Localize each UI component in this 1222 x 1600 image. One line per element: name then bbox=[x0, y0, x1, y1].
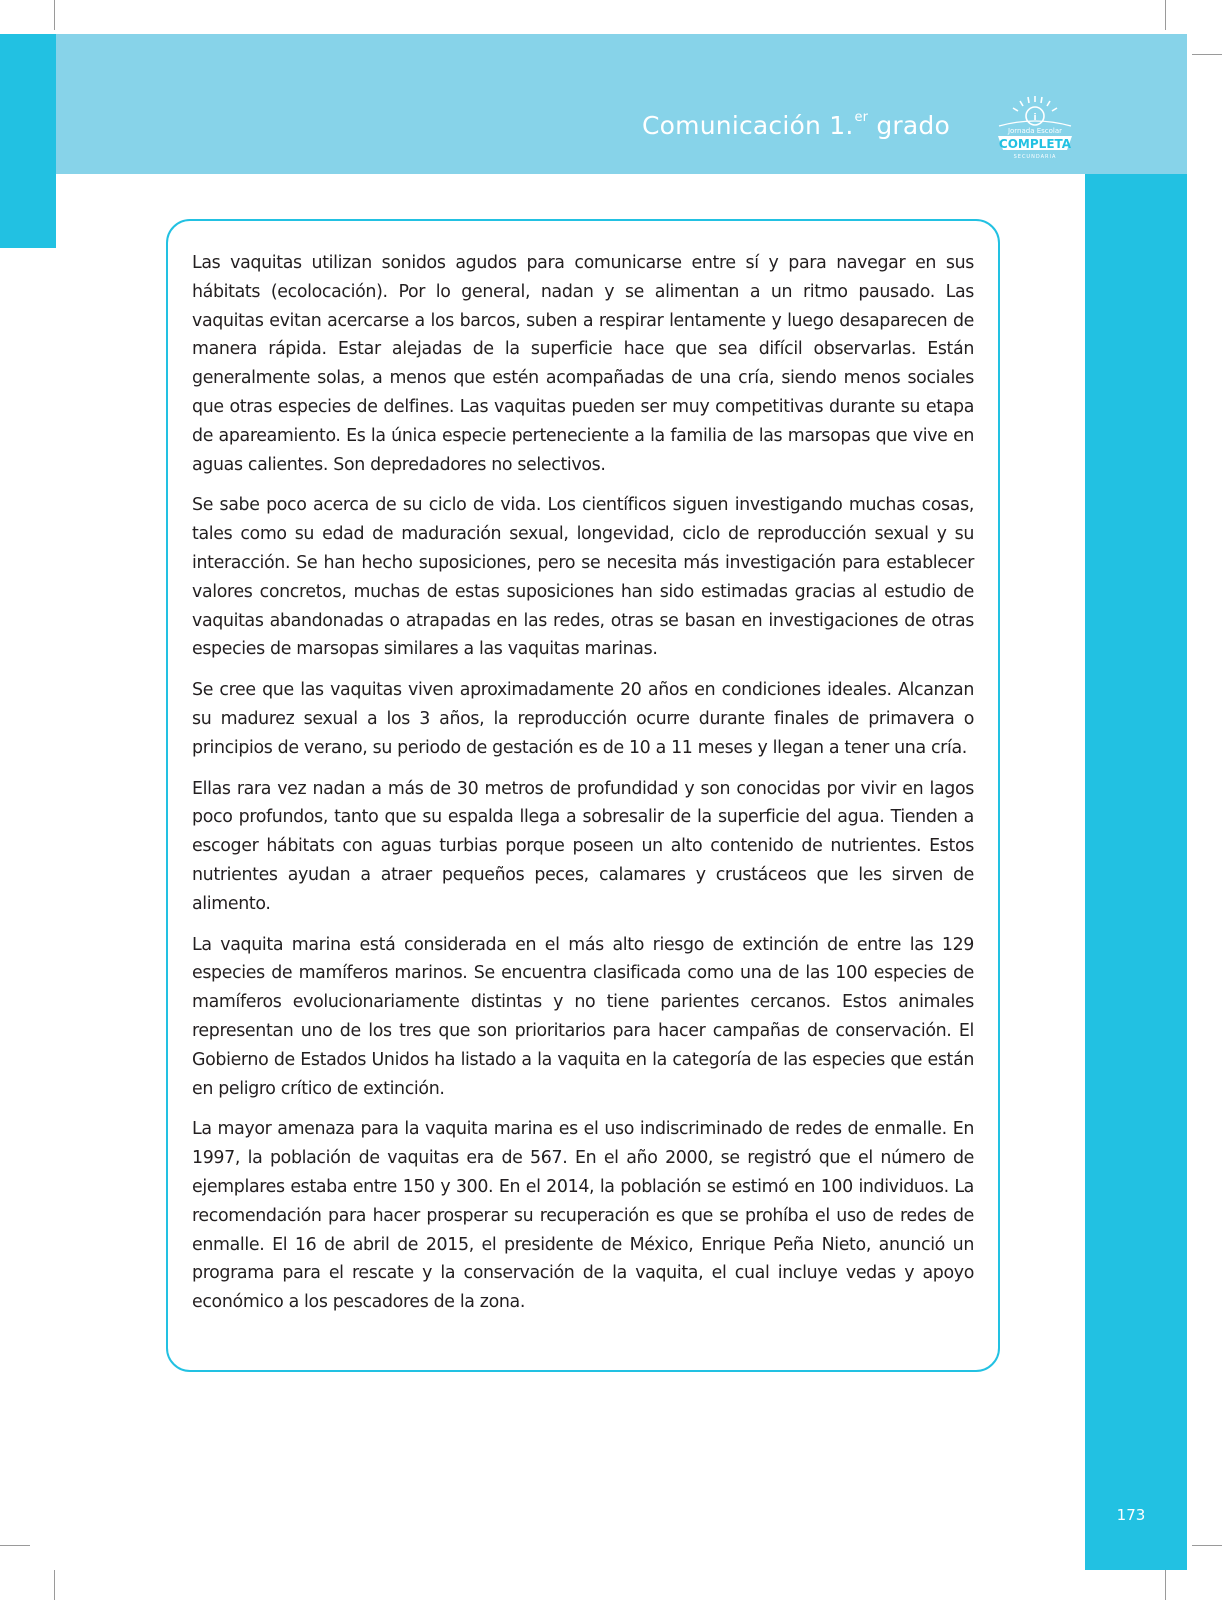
logo-line2: COMPLETA bbox=[998, 137, 1072, 151]
content-box bbox=[166, 219, 1000, 1372]
title-suffix: grado bbox=[868, 111, 950, 140]
crop-mark bbox=[1165, 1570, 1166, 1600]
title-superscript: er bbox=[854, 110, 869, 125]
paragraph: La mayor amenaza para la vaquita marina es el uso indiscriminado de redes de enmalle. En 1997, la población de vaquitas era de 567. En el año 2000, se registró que el número de ejemplares estaba entre 150 y 300. En el 2014, la población se estimó en 100 individuos. La recomendación para hacer prosperar su recuperación es que se prohíba el uso de redes de enmalle. El 16 de abril de 2015, el presidente de México, Enrique Peña Nieto, anunció un programa para el rescate y la conservación de la vaquita, el cual incluye vedas y apoyo económico a los pescadores de la zona. bbox=[192, 1119, 974, 1313]
crop-mark bbox=[1165, 0, 1166, 30]
logo-line3: SECUNDARIA bbox=[1013, 154, 1057, 160]
left-color-tab bbox=[0, 34, 56, 248]
paragraph: Se sabe poco acerca de su ciclo de vida. Los científicos siguen investigando muchas cosas, tales como su edad de maduración sexual, longevidad, ciclo de reproducción sexual y su interacción. Se han hecho suposiciones, pero se necesita más investigación para establecer valores concretos, muchas de estas suposiciones han sido estimadas gracias al estudio de vaquitas abandonadas o atrapadas en las redes, otras se basan en investigaciones de otras especies de marsopas similares a las vaquitas marinas. bbox=[192, 495, 974, 660]
crop-mark bbox=[54, 0, 55, 30]
logo-line1: Jornada Escolar bbox=[1007, 127, 1063, 135]
crop-mark bbox=[1192, 54, 1222, 55]
jornada-escolar-logo bbox=[993, 94, 1077, 164]
paragraph: La vaquita marina está considerada en el más alto riesgo de extinción de entre las 129 especies de mamíferos marinos. Se encuentra clasificada como una de las 100 especies de mamíferos evolucionariamente distintas y no tiene parientes cercanos. Estos animales representan uno de los tres que son prioritarios para hacer campañas de conservación. El Gobierno de Estados Unidos ha listado a la vaquita en la categoría de las especies que están en peligro crítico de extinción. bbox=[192, 934, 974, 1099]
crop-mark bbox=[1192, 1545, 1222, 1546]
paragraph: Se cree que las vaquitas viven aproximadamente 20 años en condiciones ideales. Alcanzan su madurez sexual a los 3 años, la reproducción ocurre durante finales de primavera o principios de verano, su periodo de gestación es de 10 a 11 meses y llegan a tener una cría. bbox=[192, 680, 974, 758]
page-number: 173 bbox=[1116, 1506, 1146, 1524]
paragraph: Las vaquitas utilizan sonidos agudos para comunicarse entre sí y para navegar en sus hábitats (ecolocación). Por lo general, nadan y se alimentan a un ritmo pausado. Las vaquitas evitan acercarse a los barcos, suben a respirar lentamente y luego desaparecen de manera rápida. Estar alejadas de la superficie hace que sea difícil observarlas. Están generalmente solas, a menos que estén acompañadas de una cría, siendo menos sociales que otras especies de delfines. Las vaquitas pueden ser muy competitivas durante su etapa de apareamiento. Es la única especie perteneciente a la familia de las marsopas que vive en aguas calientes. Son depredadores no selectivos. bbox=[192, 253, 974, 475]
page-title bbox=[642, 110, 950, 140]
svg-text:i: i bbox=[1033, 113, 1037, 123]
title-prefix: Comunicación 1. bbox=[642, 111, 854, 140]
right-color-strip bbox=[1085, 174, 1187, 1570]
paragraph: Ellas rara vez nadan a más de 30 metros de profundidad y son conocidas por vivir en lagos poco profundos, tanto que su espalda llega a sobresalir de la superficie del agua. Tienden a escoger hábitats con aguas turbias porque poseen un alto contenido de nutrientes. Estos nutrientes ayudan a atraer pequeños peces, calamares y crustáceos que les sirven de alimento. bbox=[192, 778, 974, 914]
crop-mark bbox=[0, 1545, 30, 1546]
crop-mark bbox=[54, 1570, 55, 1600]
